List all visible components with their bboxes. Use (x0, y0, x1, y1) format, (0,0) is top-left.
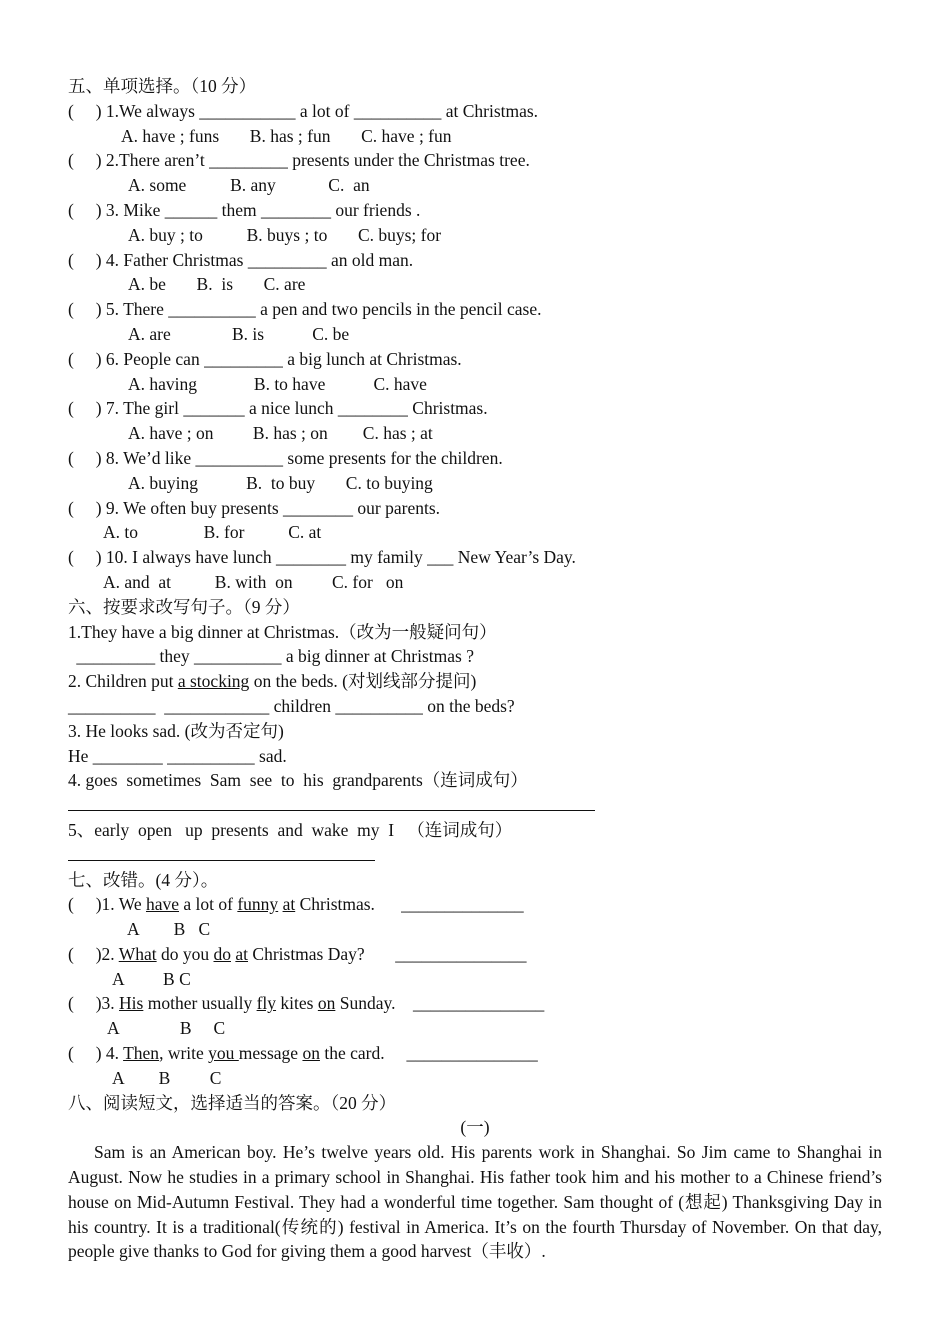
text: mother usually (143, 993, 257, 1014)
text: do you (156, 943, 214, 964)
error-question-1 (68, 892, 882, 917)
text: ( )3. (68, 993, 120, 1014)
error-question-3 (68, 991, 882, 1016)
text: the card. _______________ (319, 1043, 538, 1064)
question-stem: ( ) 9. We often buy presents ________ our parents. (68, 497, 441, 518)
underlined-b: do (213, 943, 231, 964)
question-stem: ( ) 5. There __________ a pen and two pencils in the pencil case. (68, 299, 542, 320)
answer-blank-rule (68, 794, 595, 811)
rewrite-answer-1: _________ they __________ a big dinner at Christmas ? (72, 646, 474, 667)
rewrite-question-3: 3. He looks sad. (改为否定句) (68, 720, 284, 741)
question-stem: ( ) 6. People can _________ a big lunch at Christmas. (68, 348, 462, 369)
question-options: A. have ; funs B. has ; fun C. have ; fun (121, 125, 452, 146)
question-stem: ( ) 7. The girl _______ a nice lunch ________ Christmas. (68, 398, 488, 419)
rewrite-question-1: 1.They have a big dinner at Christmas.（改为一般疑问句） (68, 621, 497, 642)
underlined-c: on (302, 1043, 320, 1064)
text: ( ) 4. (68, 1043, 124, 1064)
underlined-c: at (235, 943, 249, 964)
section6-title: 六、按要求改写句子。（9 分） (68, 596, 300, 617)
error-question-4 (68, 1041, 882, 1066)
section8-title: 八、阅读短文，选择适当的答案。（20 分） (68, 1092, 397, 1113)
text: , write (159, 1043, 209, 1064)
question-stem: ( ) 1.We always ___________ a lot of __________ at Christmas. (68, 100, 539, 121)
question-stem: ( ) 2.There aren’t _________ presents under the Christmas tree. (68, 150, 530, 171)
text: Christmas. ______________ (295, 894, 524, 915)
question-stem: ( ) 4. Father Christmas _________ an old man. (68, 249, 414, 270)
underlined-a: Then (123, 1043, 160, 1064)
text: Christmas Day? _______________ (248, 943, 527, 964)
question-options: A. some B. any C. an (128, 175, 370, 196)
underlined-c: at (282, 894, 296, 915)
q2-text-post: on the beds. (对划线部分提问) (249, 671, 477, 692)
question-stem: ( ) 3. Mike ______ them ________ our friends . (68, 199, 421, 220)
underlined-a: His (119, 993, 144, 1014)
rewrite-question-5: 5、early open up presents and wake my I （连词成句） (68, 819, 513, 840)
underlined-c: on (317, 993, 336, 1014)
error-labels-4: A B C (112, 1067, 222, 1088)
text: message (238, 1043, 303, 1064)
question-options: A. and at B. with on C. for on (103, 571, 404, 592)
question-options: A. to B. for C. at (103, 522, 322, 543)
rewrite-answer-2: __________ ____________ children __________ on the beds? (68, 695, 515, 716)
reading-passage: Sam is an American boy. He’s twelve years old. His parents work in Shanghai. So Jim came to Shanghai in August. Now he studies in a primary school in Shanghai. His father took him and his mother to a Chinese friend’s house on Mid-Autumn Festival. They had a wonderful time together. Sam thought of (想起) Thanksgiving Day in his country. It is a traditional(传统的) festival in America. It’s on the fourth Thursday of November. On that day, people give thanks to God for giving them a good harvest（丰收）. (68, 1142, 882, 1262)
error-labels-2: A B C (112, 968, 191, 989)
error-question-2 (68, 942, 882, 967)
question-stem: ( ) 10. I always have lunch ________ my family ___ New Year’s Day. (68, 547, 576, 568)
answer-line-4 (68, 793, 882, 818)
rewrite-question-4: 4. goes sometimes Sam see to his grandparents（连词成句） (68, 770, 528, 791)
question-options: A. have ; on B. has ; on C. has ; at (128, 423, 433, 444)
underlined-a: have (145, 894, 180, 915)
underlined-b: funny (237, 894, 279, 915)
underlined-b: you (208, 1043, 239, 1064)
question-options: A. buying B. to buy C. to buying (128, 472, 433, 493)
section5-questions (68, 99, 882, 595)
text: ( )1. We (68, 894, 146, 915)
text: ( )2. (68, 943, 119, 964)
text: a lot of (179, 894, 238, 915)
question-options: A. are B. is C. be (128, 323, 350, 344)
rewrite-question-2 (68, 669, 882, 694)
error-labels-1: A B C (127, 919, 211, 940)
error-labels-3: A B C (107, 1018, 226, 1039)
question-options: A. be B. is C. are (128, 274, 306, 295)
section7-title: 七、改错。(4 分）。 (68, 869, 219, 890)
text: kites (276, 993, 318, 1014)
question-options: A. having B. to have C. have (128, 373, 427, 394)
answer-blank-rule (68, 844, 375, 861)
question-options: A. buy ; to B. buys ; to C. buys; for (128, 224, 442, 245)
q2-underlined-phrase: a stocking (177, 671, 250, 692)
answer-line-5 (68, 843, 882, 868)
reading-part-label: (一) (460, 1117, 490, 1138)
text: Sunday. _______________ (335, 993, 545, 1014)
section5-title: 五、单项选择。（10 分） (68, 76, 257, 96)
worksheet-page (68, 74, 882, 1264)
underlined-b: fly (256, 993, 277, 1014)
rewrite-answer-3: He ________ __________ sad. (68, 745, 287, 766)
question-stem: ( ) 8. We’d like __________ some presents for the children. (68, 447, 503, 468)
underlined-a: What (118, 943, 157, 964)
q2-text-pre: 2. Children put (68, 671, 178, 692)
